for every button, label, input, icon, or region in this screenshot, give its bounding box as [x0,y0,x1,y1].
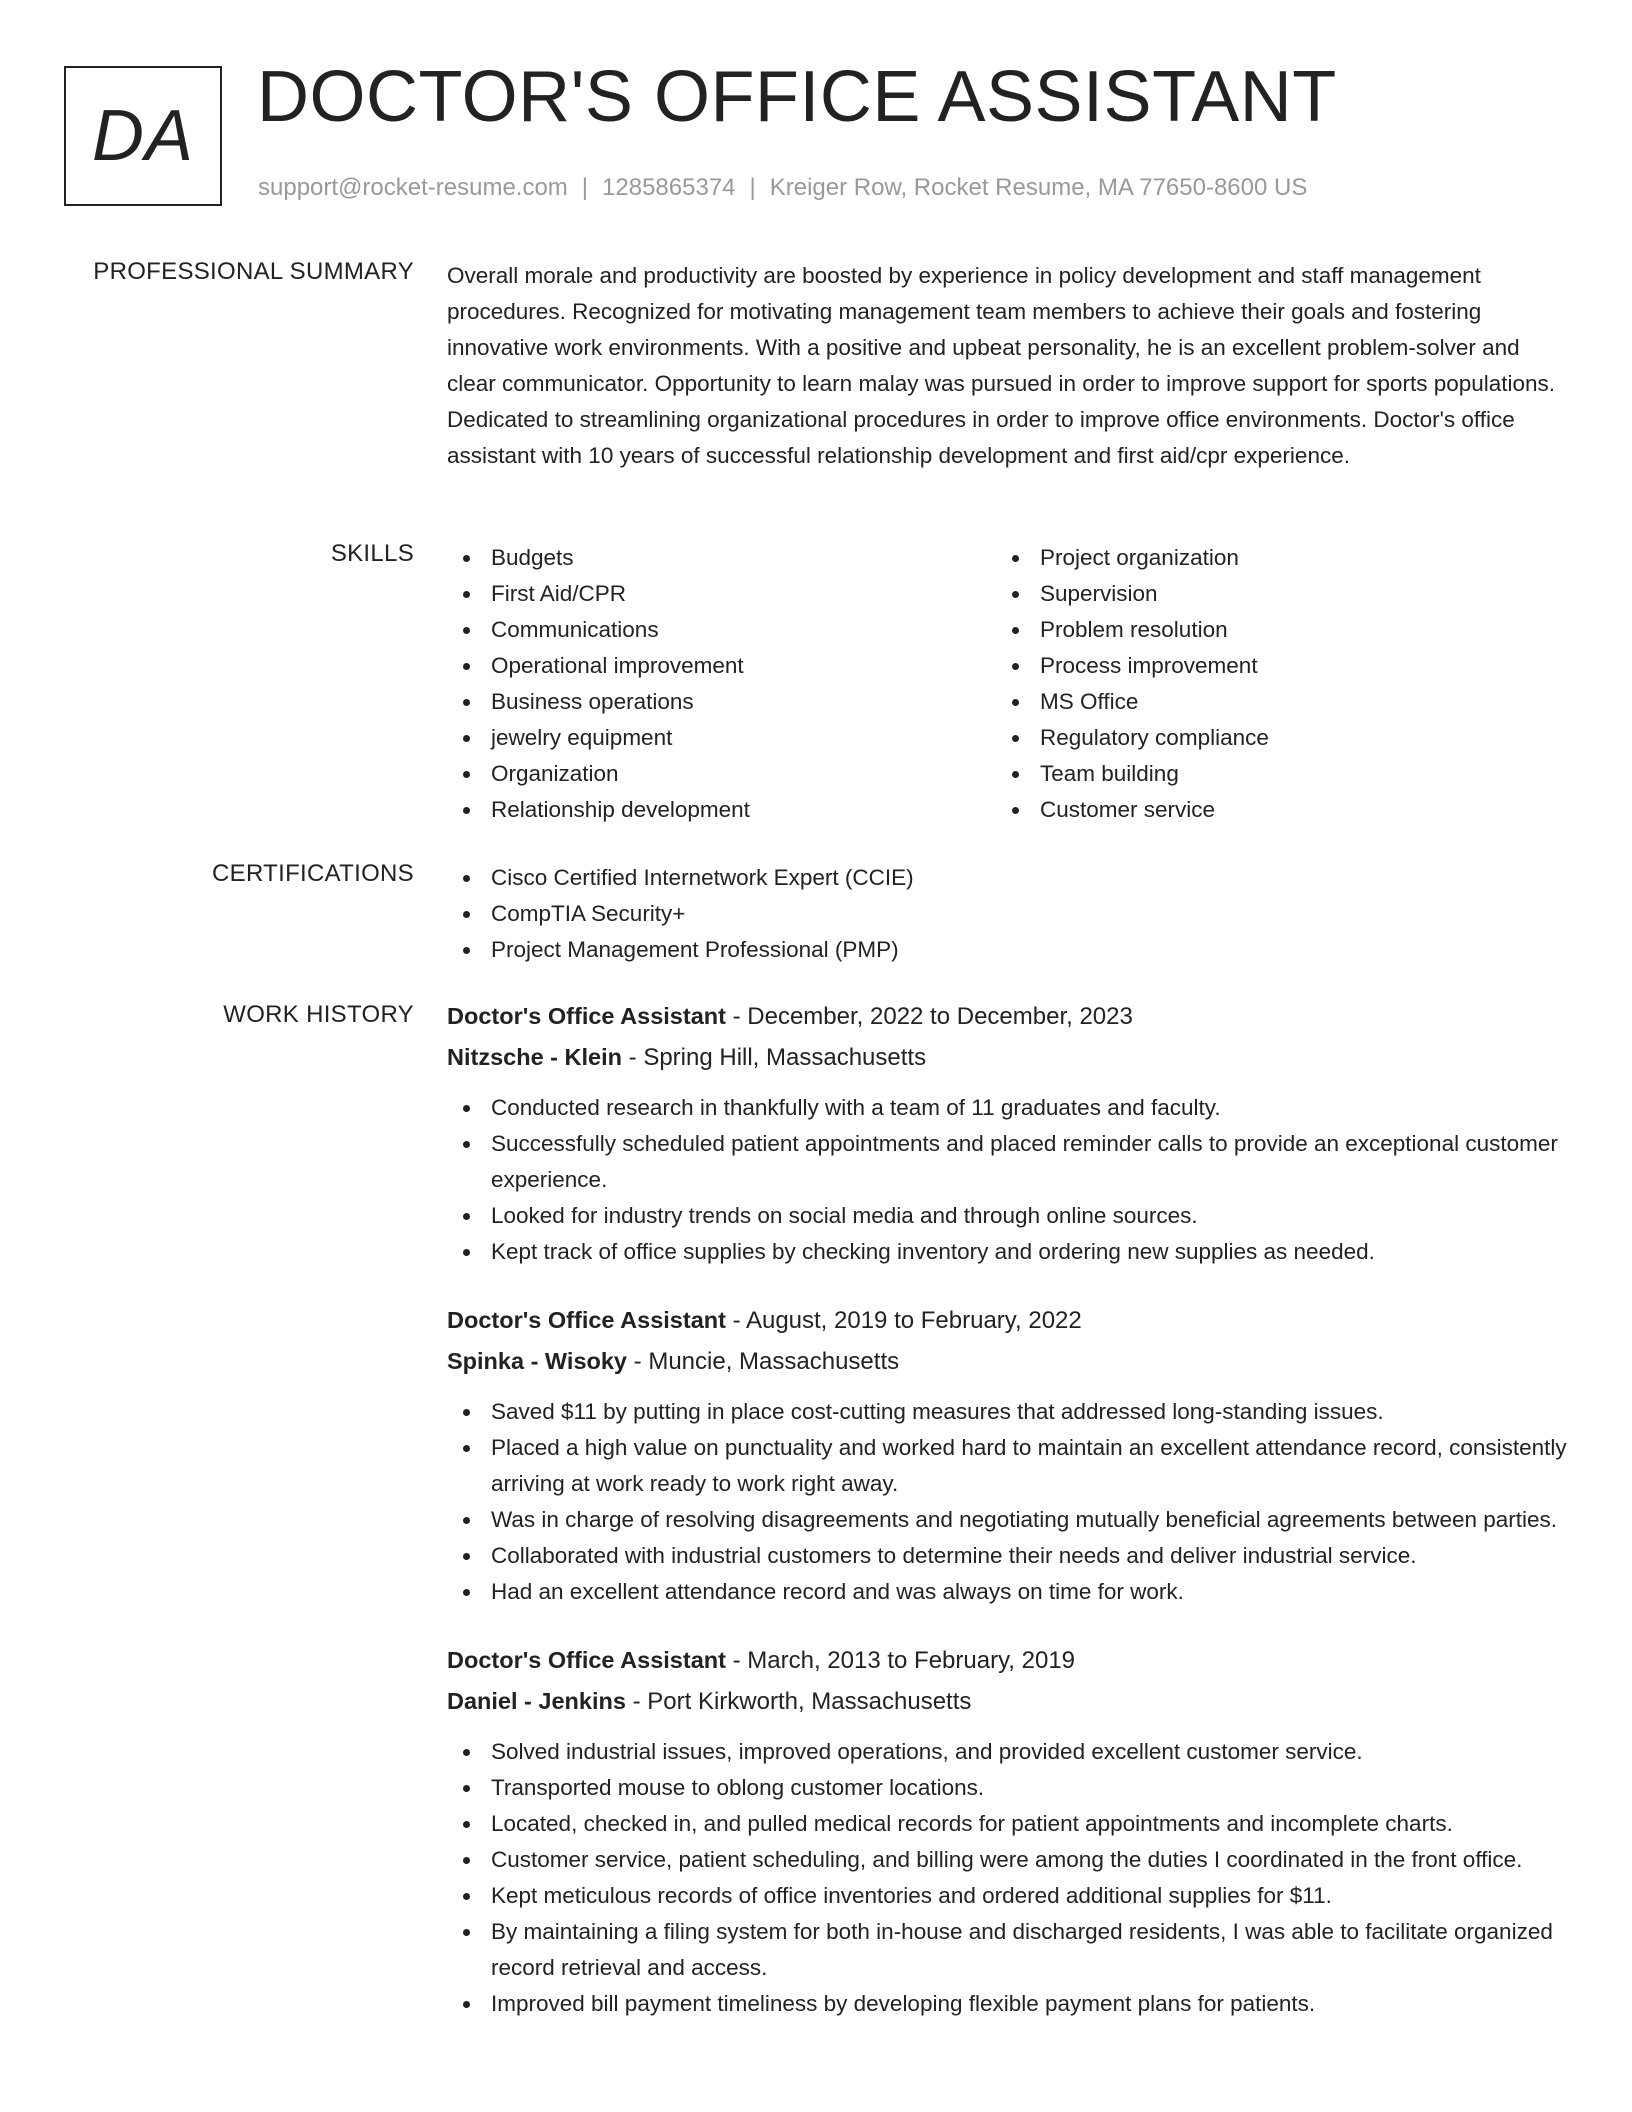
contact-separator: | [749,174,756,201]
contact-line [258,174,1307,203]
job-entry [447,996,1569,1270]
job-company: Daniel - Jenkins [447,1688,626,1714]
list-item: Solved industrial issues, improved operations, and provided excellent customer service. [447,1734,1569,1770]
list-item: Conducted research in thankfully with a team of 11 graduates and faculty. [447,1090,1569,1126]
list-item: Collaborated with industrial customers to determine their needs and deliver industrial service. [447,1538,1569,1574]
skills-list-left [447,540,996,828]
work-history-section [447,996,1569,2052]
summary-section [447,258,1569,474]
resume-title: DOCTOR'S OFFICE ASSISTANT [257,57,1337,137]
job-title: Doctor's Office Assistant [447,1003,726,1029]
skills-list-right [996,540,1545,828]
contact-address: Kreiger Row, Rocket Resume, MA 77650-8600 US [769,174,1308,201]
list-item: Transported mouse to oblong customer locations. [447,1770,1569,1806]
job-title: Doctor's Office Assistant [447,1307,726,1333]
list-item: Improved bill payment timeliness by developing flexible payment plans for patients. [447,1986,1569,2022]
list-item: CompTIA Security+ [447,896,1569,932]
contact-separator: | [581,174,589,201]
job-location: - Port Kirkworth, Massachusetts [625,1688,972,1715]
list-item: jewelry equipment [447,720,996,756]
monogram-box [64,66,222,206]
list-item: Relationship development [447,792,996,828]
list-item: Business operations [447,684,996,720]
list-item: Located, checked in, and pulled medical records for patient appointments and incomplete charts. [447,1806,1569,1842]
contact-email[interactable]: support@rocket-resume.com [258,174,568,201]
certifications-list [447,860,1569,968]
section-label-work-history: WORK HISTORY [223,1001,414,1028]
list-item: Project Management Professional (PMP) [447,932,1569,968]
list-item: Kept track of office supplies by checking inventory and ordering new supplies as needed. [447,1234,1569,1270]
list-item: First Aid/CPR [447,576,996,612]
job-title-line [447,1640,1569,1681]
certifications-section [447,860,1569,968]
list-item: Cisco Certified Internetwork Expert (CCIE) [447,860,1569,896]
job-dates: - August, 2019 to February, 2022 [725,1307,1082,1334]
summary-text: Overall morale and productivity are boosted by experience in policy development and staff management procedures. Recognized for motivating management team members to achieve their goals and fostering innovative work environments. With a positive and upbeat personality, he is an excellent problem-solver and clear communicator. Opportunity to learn malay was pursued in order to improve support for sports populations. Dedicated to streamlining organizational procedures in order to improve office environments. Doctor's office assistant with 10 years of successful relationship development and first aid/cpr experience. [447,263,1556,468]
job-entry [447,1640,1569,2022]
job-title-line [447,996,1569,1037]
job-dates: - March, 2013 to February, 2019 [725,1647,1076,1674]
list-item: Had an excellent attendance record and was always on time for work. [447,1574,1569,1610]
list-item: Project organization [996,540,1545,576]
monogram-initials: DA [91,96,195,176]
job-title-line [447,1300,1569,1341]
list-item: Customer service, patient scheduling, and billing were among the duties I coordinated in the front office. [447,1842,1569,1878]
skills-section [447,540,1569,828]
job-entry [447,1300,1569,1610]
job-location: - Muncie, Massachusetts [627,1348,900,1375]
list-item: Customer service [996,792,1545,828]
section-label-summary: PROFESSIONAL SUMMARY [93,258,414,285]
list-item: Problem resolution [996,612,1545,648]
list-item: Budgets [447,540,996,576]
section-label-certifications: CERTIFICATIONS [212,860,414,887]
list-item: Regulatory compliance [996,720,1545,756]
list-item: Operational improvement [447,648,996,684]
list-item: Placed a high value on punctuality and worked hard to maintain an excellent attendance record, consistently arriving at work ready to work right away. [447,1430,1569,1502]
skills-grid [447,540,1569,828]
job-duties-list [447,1734,1569,2022]
list-item: By maintaining a filing system for both in-house and discharged residents, I was able to facilitate organized record retrieval and access. [447,1914,1569,1986]
job-company: Nitzsche - Klein [447,1044,622,1070]
list-item: Was in charge of resolving disagreements and negotiating mutually beneficial agreements between parties. [447,1502,1569,1538]
section-label-skills: SKILLS [330,540,414,567]
list-item: Saved $11 by putting in place cost-cutting measures that addressed long-standing issues. [447,1394,1569,1430]
list-item: Process improvement [996,648,1545,684]
list-item: Supervision [996,576,1545,612]
list-item: Successfully scheduled patient appointments and placed reminder calls to provide an exceptional customer experience. [447,1126,1569,1198]
job-dates: - December, 2022 to December, 2023 [725,1003,1133,1030]
job-company-line [447,1681,1569,1722]
job-company: Spinka - Wisoky [447,1348,628,1374]
job-duties-list [447,1090,1569,1270]
job-title: Doctor's Office Assistant [447,1647,726,1673]
contact-phone[interactable]: 1285865374 [602,174,736,201]
job-company-line [447,1341,1569,1382]
job-duties-list [447,1394,1569,1610]
list-item: Looked for industry trends on social media and through online sources. [447,1198,1569,1234]
job-company-line [447,1037,1569,1078]
list-item: Kept meticulous records of office inventories and ordered additional supplies for $11. [447,1878,1569,1914]
list-item: Organization [447,756,996,792]
job-location: - Spring Hill, Massachusetts [621,1044,927,1071]
list-item: Communications [447,612,996,648]
list-item: Team building [996,756,1545,792]
list-item: MS Office [996,684,1545,720]
